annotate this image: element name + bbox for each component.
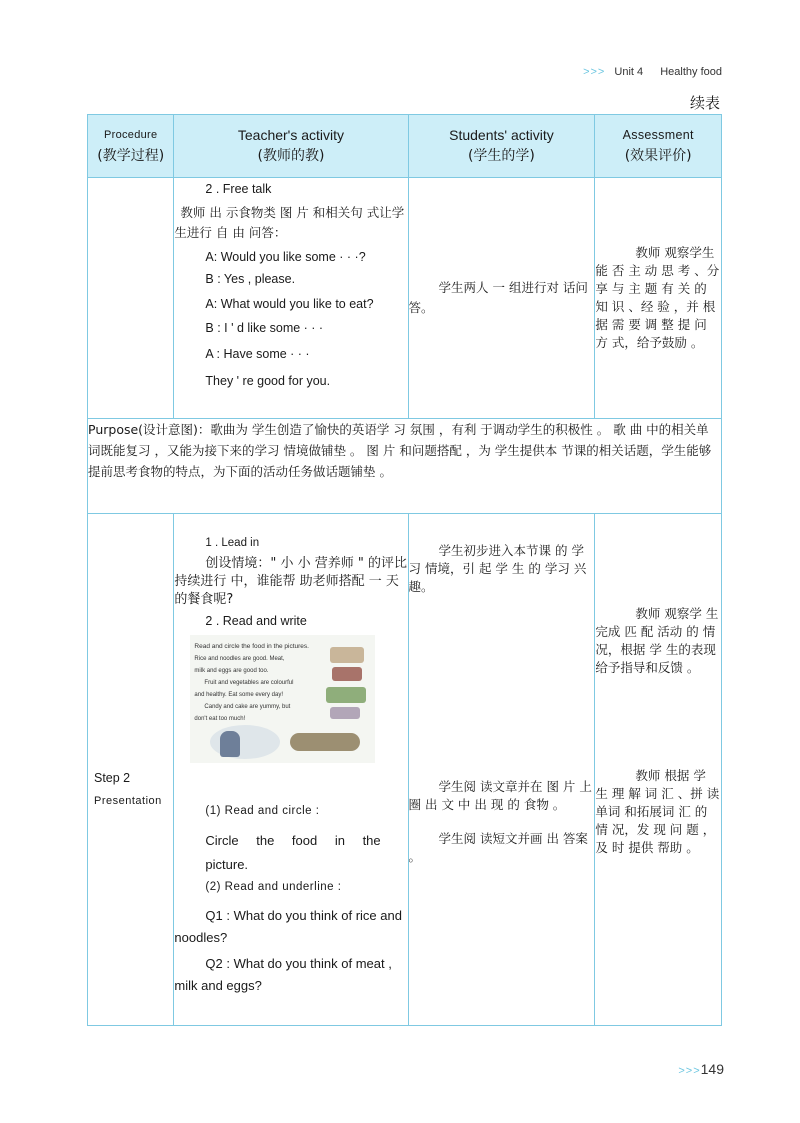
header-students-activity: Students' activity (学生的学)	[408, 115, 595, 178]
vegetables-image	[326, 687, 366, 703]
header-assessment: Assessment (效果评价)	[595, 115, 722, 178]
fruit-image	[290, 733, 360, 751]
header-unit: Unit 4	[614, 66, 644, 78]
continued-label: 续表	[689, 94, 720, 112]
noodles-image	[330, 647, 364, 663]
table-header-row	[88, 115, 722, 178]
free-talk-students: 学生两人 一 组进行对 话问 答。	[408, 178, 595, 419]
step2-teacher: 1 . Lead in 创设情境：" 小 小 营养师 " 的评比持续进行 中，谁能帮 助老师搭配 一 天的餐食呢? 2 . Read and write Read and circle the food in the pictures. Rice and noodles are good. Meat, milk and eggs are good too. Fruit and vegetables are colourful and healthy. Eat some every day! Candy and cake are yummy, but don't eat too much! (1) Read and circle : Circle the food in the picture. (2) Read and underline : Q1 : What do you think of rice and noodles? Q2 : What do you think of meat , milk and eggs?	[174, 514, 408, 1026]
free-talk-teacher: 2 . Free talk 教师 出 示食物类 图 片 和相关句 式让学生进行 自 由 问答： A: Would you like some · · ·? B : Yes , please. A: What would you like to eat? B : I ' d like some · · · A : Have some · · · They ' re good for you.	[174, 178, 408, 419]
free-talk-procedure	[88, 178, 174, 419]
header-teacher-activity: Teacher's activity (教师的教)	[174, 115, 408, 178]
children-image	[220, 731, 240, 757]
purpose-row	[88, 419, 722, 514]
page-number: >>>149	[678, 1061, 724, 1077]
header-title: Healthy food	[660, 66, 722, 78]
reading-picture: Read and circle the food in the pictures. Rice and noodles are good. Meat, milk and eggs are good too. Fruit and vegetables are colourful and healthy. Eat some every day! Candy and cake are yummy, but don't eat too much!	[190, 635, 375, 763]
running-header	[583, 66, 722, 78]
free-talk-assessment: 教师 观察学生 能 否 主 动 思 考 、分 享 与 主 题 有 关 的 知 识 、经 验 ，并 根 据 需 要 调 整 提 问 方 式，给予鼓励 。	[595, 178, 722, 419]
purpose-text: Purpose(设计意图)：歌曲为 学生创造了愉快的英语学 习 氛围 ，有利 于调动学生的积极性 。 歌 曲 中的相关单词既能复习 ，又能为接下来的学习 情境做铺垫 。 图 片 和问题搭配 ，为 学生提供本 节课的相关话题，学生能够提前思考食物的特点，为下面的活动任务做话题铺垫 。	[88, 419, 722, 514]
footer-arrows: >>>	[678, 1065, 701, 1077]
header-arrows: >>>	[583, 66, 606, 78]
step2-students: 学生初步进入本节课 的 学 习 情境，引 起 学 生 的 学习 兴趣。 学生阅 读文章并在 图 片 上 圈 出 文 中 出 现 的 食物 。 学生阅 读短文并画 出 答案 。	[408, 514, 595, 1026]
meat-image	[332, 667, 362, 681]
step2-assessment: 教师 观察学 生 完成 匹 配 活动 的 情 况，根据 学 生的表现给予指导和反馈 。 教师 根据 学 生 理 解 词 汇 、拼 读单词 和拓展词 汇 的 情 况，发 现 问 题 ，及 时 提供 帮助 。	[595, 514, 722, 1026]
step2-row	[88, 514, 722, 1026]
candy-image	[330, 707, 360, 719]
step2-procedure: Step 2 Presentation	[88, 514, 174, 1026]
header-procedure: Procedure (教学过程)	[88, 115, 174, 178]
free-talk-row	[88, 178, 722, 419]
lesson-procedure-table	[87, 114, 722, 1026]
